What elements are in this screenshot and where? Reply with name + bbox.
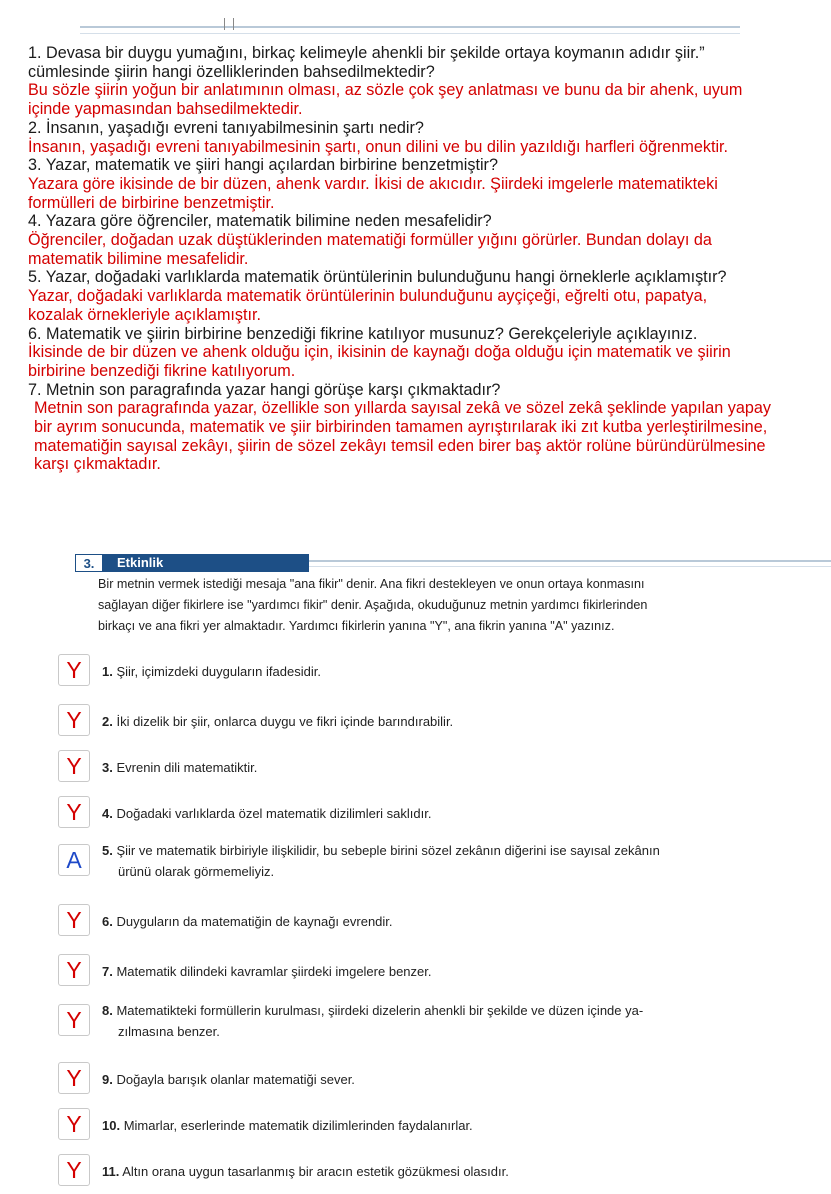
answer-line: Yazara göre ikisinde de bir düzen, ahenk vardır. İkisi de akıcıdır. Şiirdeki imgelerle matematikteki xyxy=(28,174,718,193)
activity-item xyxy=(58,796,818,836)
instruction-line: birkaçı ve ana fikri yer almaktadır. Yardımcı fikirlerin yanına "Y", ana fikrin yanına "A" yazınız. xyxy=(98,619,615,633)
activity-item xyxy=(58,1154,818,1194)
activity-item xyxy=(58,1062,818,1102)
activity-instructions xyxy=(98,574,798,637)
answer-line: karşı çıkmaktadır. xyxy=(34,455,161,474)
item-number: 3. xyxy=(102,760,113,775)
item-statement xyxy=(102,661,321,682)
statement-line xyxy=(102,1021,643,1042)
item-text: Şiir, içimizdeki duyguların ifadesidir. xyxy=(116,664,321,679)
item-number: 2. xyxy=(102,714,113,729)
answer-box[interactable]: Y xyxy=(58,1004,90,1036)
activity-header xyxy=(75,554,831,572)
answer-box[interactable]: Y xyxy=(58,1062,90,1094)
statement-line xyxy=(102,1161,509,1182)
answer-line: içinde yapmasından bahsedilmektedir. xyxy=(28,100,303,119)
answer-box[interactable]: Y xyxy=(58,750,90,782)
answer-line: Bu sözle şiirin yoğun bir anlatımının olması, az sözle çok şey anlatması ve bunu da bir ahenk, uyum xyxy=(28,81,743,100)
item-text: Doğayla barışık olanlar matematiği sever. xyxy=(116,1072,355,1087)
item-text: ürünü olarak görmemeliyiz. xyxy=(118,864,275,879)
item-text: Şiir ve matematik birbiriyle ilişkilidir, bu sebeple birini sözel zekânın diğerini ise sayısal zekânın xyxy=(116,843,660,858)
item-number: 8. xyxy=(102,1003,113,1018)
item-number: 4. xyxy=(102,806,113,821)
item-statement xyxy=(102,840,660,882)
question-line: 4. Yazara göre öğrenciler, matematik bilimine neden mesafelidir? xyxy=(28,212,492,231)
answer-box[interactable]: A xyxy=(58,844,90,876)
question-line: cümlesinde şiirin hangi özelliklerinden bahsedilmektedir? xyxy=(28,62,435,81)
question-line: 3. Yazar, matematik ve şiiri hangi açılardan birbirine benzetmiştir? xyxy=(28,156,498,175)
item-text: Matematik dilindeki kavramlar şiirdeki imgelere benzer. xyxy=(116,964,432,979)
answer-line: birbirine benzediği fikrine katılıyorum. xyxy=(28,361,296,380)
activity-number: 3. xyxy=(75,554,103,572)
item-statement xyxy=(102,1161,509,1182)
item-text: Evrenin dili matematiktir. xyxy=(116,760,258,775)
activity-item xyxy=(58,904,818,944)
item-text: zılmasına benzer. xyxy=(118,1024,220,1039)
item-number: 1. xyxy=(102,664,113,679)
statement-line xyxy=(102,961,431,982)
statement-line xyxy=(102,840,660,861)
item-number: 6. xyxy=(102,914,113,929)
question-line: 2. İnsanın, yaşadığı evreni tanıyabilmesinin şartı nedir? xyxy=(28,118,424,137)
answer-line: kozalak örnekleriyle açıklamıştır. xyxy=(28,305,262,324)
item-statement xyxy=(102,1000,643,1042)
top-rule xyxy=(80,26,740,28)
activity-item xyxy=(58,954,818,994)
answer-line: Yazar, doğadaki varlıklarda matematik örüntülerinin bulunduğunu ayçiçeği, eğrelti otu, papatya, xyxy=(28,287,708,306)
item-text: Altın orana uygun tasarlanmış bir aracın estetik gözükmesi olasıdır. xyxy=(122,1164,509,1179)
activity-item xyxy=(58,1004,818,1044)
item-text: Matematikteki formüllerin kurulması, şiirdeki dizelerin ahenkli bir şekilde ve düzen içinde ya- xyxy=(116,1003,644,1018)
question-line: 5. Yazar, doğadaki varlıklarda matematik örüntülerinin bulunduğunu hangi örneklerle açıklamıştır? xyxy=(28,268,727,287)
activity-rule xyxy=(309,560,831,562)
statement-line xyxy=(102,911,393,932)
item-number: 7. xyxy=(102,964,113,979)
item-statement xyxy=(102,1069,355,1090)
activity-item xyxy=(58,704,818,744)
answer-box[interactable]: Y xyxy=(58,954,90,986)
item-text: Doğadaki varlıklarda özel matematik dizilimleri saklıdır. xyxy=(116,806,432,821)
activity-rule-thin xyxy=(309,566,831,567)
answer-line: formülleri de birbirine benzetmiştir. xyxy=(28,193,275,212)
instruction-line: sağlayan diğer fikirlere ise "yardımcı fikir" denir. Aşağıda, okuduğunuz metnin yardımcı fikirlerinden xyxy=(98,598,648,612)
item-text: İki dizelik bir şiir, onlarca duygu ve fikri içinde barındırabilir. xyxy=(116,714,454,729)
item-text: Duyguların da matematiğin de kaynağı evrendir. xyxy=(116,914,393,929)
activity-title: Etkinlik xyxy=(103,554,309,572)
statement-line xyxy=(102,711,453,732)
answer-box[interactable]: Y xyxy=(58,1154,90,1186)
top-rule-thin xyxy=(80,33,740,34)
answer-line: matematiğin sayısal zekâyı, şiirin de sözel zekâyı temsil eden birer baş aktör rolüne büründürülmesine xyxy=(34,436,766,455)
answer-line: Öğrenciler, doğadan uzak düştüklerinden matematiği formüller yığını görürler. Bundan dolayı da xyxy=(28,231,712,250)
item-number: 11. xyxy=(102,1164,120,1179)
item-statement xyxy=(102,961,431,982)
statement-line xyxy=(102,757,257,778)
answer-line: İnsanın, yaşadığı evreni tanıyabilmesinin şartı, onun dilini ve bu dilin yazıldığı harfleri öğrenmektir. xyxy=(28,137,729,156)
answer-box[interactable]: Y xyxy=(58,654,90,686)
question-line: 6. Matematik ve şiirin birbirine benzediği fikrine katılıyor musunuz? Gerekçeleriyle açıklayınız. xyxy=(28,324,698,343)
answer-line: bir ayrım sonucunda, matematik ve şiir birbirinden tamamen ayrıştırılarak iki zıt kutba yerleştirilmesine, xyxy=(34,418,768,437)
answer-line: matematik bilimine mesafelidir. xyxy=(28,249,249,268)
answer-line: İkisinde de bir düzen ve ahenk olduğu için, ikisinin de kaynağı doğa olduğu için matematik ve şiirin xyxy=(28,343,731,362)
page-tick-mark xyxy=(224,18,234,30)
item-statement xyxy=(102,1115,473,1136)
item-number: 9. xyxy=(102,1072,113,1087)
answer-box[interactable]: Y xyxy=(58,904,90,936)
activity-item xyxy=(58,1108,818,1148)
answer-box[interactable]: Y xyxy=(58,1108,90,1140)
item-statement xyxy=(102,911,393,932)
activity-item xyxy=(58,750,818,790)
statement-line xyxy=(102,661,321,682)
activity-item xyxy=(58,654,818,694)
item-number: 5. xyxy=(102,843,113,858)
question-line: 7. Metnin son paragrafında yazar hangi görüşe karşı çıkmaktadır? xyxy=(28,380,501,399)
instruction-line: Bir metnin vermek istediği mesaja "ana fikir" denir. Ana fikri destekleyen ve onun ortaya konmasını xyxy=(98,577,645,591)
item-text: Mimarlar, eserlerinde matematik dizilimlerinden faydalanırlar. xyxy=(123,1118,473,1133)
answer-box[interactable]: Y xyxy=(58,704,90,736)
activity-item xyxy=(58,844,818,884)
answer-line: Metnin son paragrafında yazar, özellikle son yıllarda sayısal zekâ ve sözel zekâ şeklinde yapılan yapay xyxy=(34,399,771,418)
statement-line xyxy=(102,1000,643,1021)
statement-line xyxy=(102,803,431,824)
item-statement xyxy=(102,803,431,824)
item-statement xyxy=(102,711,453,732)
statement-line xyxy=(102,861,660,882)
item-number: 10. xyxy=(102,1118,121,1133)
statement-line xyxy=(102,1069,355,1090)
question-answer-section xyxy=(28,44,828,474)
item-statement xyxy=(102,757,257,778)
answer-box[interactable]: Y xyxy=(58,796,90,828)
question-line: 1. Devasa bir duygu yumağını, birkaç kelimeyle ahenkli bir şekilde ortaya koymanın adıdır şiir.” xyxy=(28,44,705,62)
statement-line xyxy=(102,1115,473,1136)
